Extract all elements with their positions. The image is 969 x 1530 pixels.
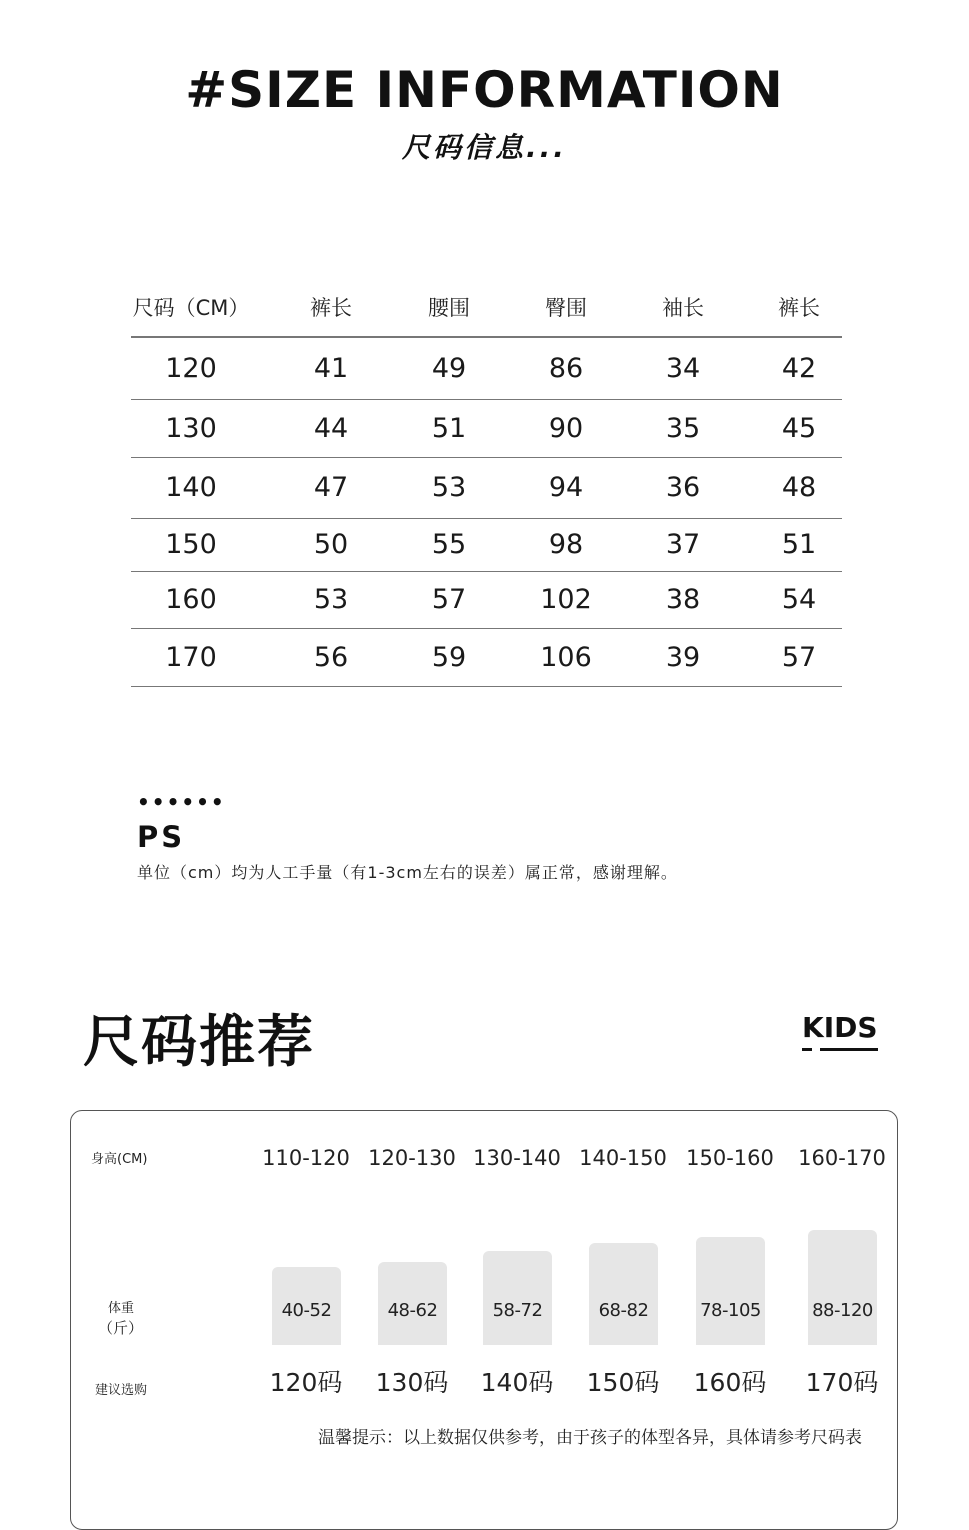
suggested-size: 120码: [269, 1368, 343, 1397]
table-cell: 57: [431, 584, 467, 615]
table-cell: 120: [165, 353, 217, 384]
table-cell: 35: [665, 413, 701, 444]
suggested-size: 160码: [693, 1368, 767, 1397]
table-cell: 38: [665, 584, 701, 615]
table-cell: 86: [548, 353, 584, 384]
table-cell: 36: [665, 472, 701, 503]
ps-dots-decoration: ••••••: [137, 790, 226, 814]
table-cell: 53: [313, 584, 349, 615]
footnote: 温馨提示：以上数据仅供参考，由于孩子的体型各异，具体请参考尺码表: [318, 1428, 862, 1448]
table-cell: 94: [548, 472, 584, 503]
suggested-size: 170码: [805, 1368, 879, 1397]
table-cell: 57: [781, 642, 817, 673]
table-cell: 90: [548, 413, 584, 444]
table-cell: 59: [431, 642, 467, 673]
weight-row-unit: （斤）: [98, 1319, 144, 1337]
table-row: [131, 629, 842, 687]
weight-range: 58-72: [492, 1299, 543, 1321]
table-cell: 160: [165, 584, 217, 615]
weight-bar: [272, 1267, 341, 1345]
weight-range: 48-62: [387, 1299, 438, 1321]
table-cell: 34: [665, 353, 701, 384]
weight-range: 40-52: [281, 1299, 332, 1321]
table-cell: 140: [165, 472, 217, 503]
table-cell: 55: [431, 529, 467, 560]
table-cell: 37: [665, 529, 701, 560]
column-header-waist: 腰围: [428, 296, 470, 320]
weight-bar: [378, 1262, 447, 1345]
table-row: [131, 338, 842, 400]
table-cell: 39: [665, 642, 701, 673]
weight-range: 88-120: [812, 1299, 873, 1321]
page-title: #SIZE INFORMATION: [185, 61, 784, 119]
column-header-pants-length: 裤长: [310, 296, 352, 320]
table-header-row: [131, 284, 842, 338]
height-range: 120-130: [368, 1146, 456, 1170]
weight-range: 68-82: [598, 1299, 649, 1321]
ps-title: PS: [137, 820, 186, 854]
table-cell: 49: [431, 353, 467, 384]
table-cell: 150: [165, 529, 217, 560]
ps-note: 单位（cm）均为人工手量（有1-3cm左右的误差）属正常，感谢理解。: [137, 863, 678, 882]
table-cell: 56: [313, 642, 349, 673]
table-cell: 48: [781, 472, 817, 503]
table-cell: 54: [781, 584, 817, 615]
table-cell: 42: [781, 353, 817, 384]
table-cell: 170: [165, 642, 217, 673]
size-table: [131, 284, 842, 687]
table-cell: 45: [781, 413, 817, 444]
column-header-pants-length-2: 裤长: [778, 296, 820, 320]
table-cell: 53: [431, 472, 467, 503]
table-cell: 41: [313, 353, 349, 384]
table-body: [131, 338, 842, 687]
weight-bar: [483, 1251, 552, 1345]
table-cell: 102: [540, 584, 592, 615]
height-range: 110-120: [262, 1146, 350, 1170]
table-cell: 51: [431, 413, 467, 444]
suggested-size: 150码: [586, 1368, 660, 1397]
height-range: 130-140: [473, 1146, 561, 1170]
weight-bar: [589, 1243, 658, 1345]
kids-logo-underline: [802, 1048, 878, 1051]
table-cell: 130: [165, 413, 217, 444]
suggested-size: 130码: [375, 1368, 449, 1397]
table-cell: 50: [313, 529, 349, 560]
suggest-row-label: 建议选购: [95, 1383, 148, 1398]
page-subtitle: 尺码信息...: [402, 131, 567, 164]
weight-row-label: 体重: [108, 1301, 135, 1316]
kids-logo-text: KIDS: [802, 1011, 878, 1044]
table-row: [131, 572, 842, 629]
weight-bar: [808, 1230, 877, 1345]
table-cell: 98: [548, 529, 584, 560]
suggested-size: 140码: [480, 1368, 554, 1397]
table-cell: 106: [540, 642, 592, 673]
kids-logo: [802, 1010, 882, 1051]
table-cell: 44: [313, 413, 349, 444]
weight-bar: [696, 1237, 765, 1345]
height-range: 150-160: [686, 1146, 774, 1170]
height-range: 160-170: [798, 1146, 886, 1170]
column-header-sleeve-length: 袖长: [662, 296, 704, 320]
table-row: [131, 458, 842, 519]
column-header-size: 尺码（CM）: [132, 296, 250, 320]
height-row-label: 身高(CM): [91, 1152, 148, 1167]
table-row: [131, 400, 842, 458]
table-cell: 47: [313, 472, 349, 503]
weight-range: 78-105: [700, 1299, 761, 1321]
recommendation-title: 尺码推荐: [83, 1010, 315, 1075]
height-range: 140-150: [579, 1146, 667, 1170]
column-header-hip: 臀围: [545, 296, 587, 320]
table-cell: 51: [781, 529, 817, 560]
table-row: [131, 519, 842, 572]
